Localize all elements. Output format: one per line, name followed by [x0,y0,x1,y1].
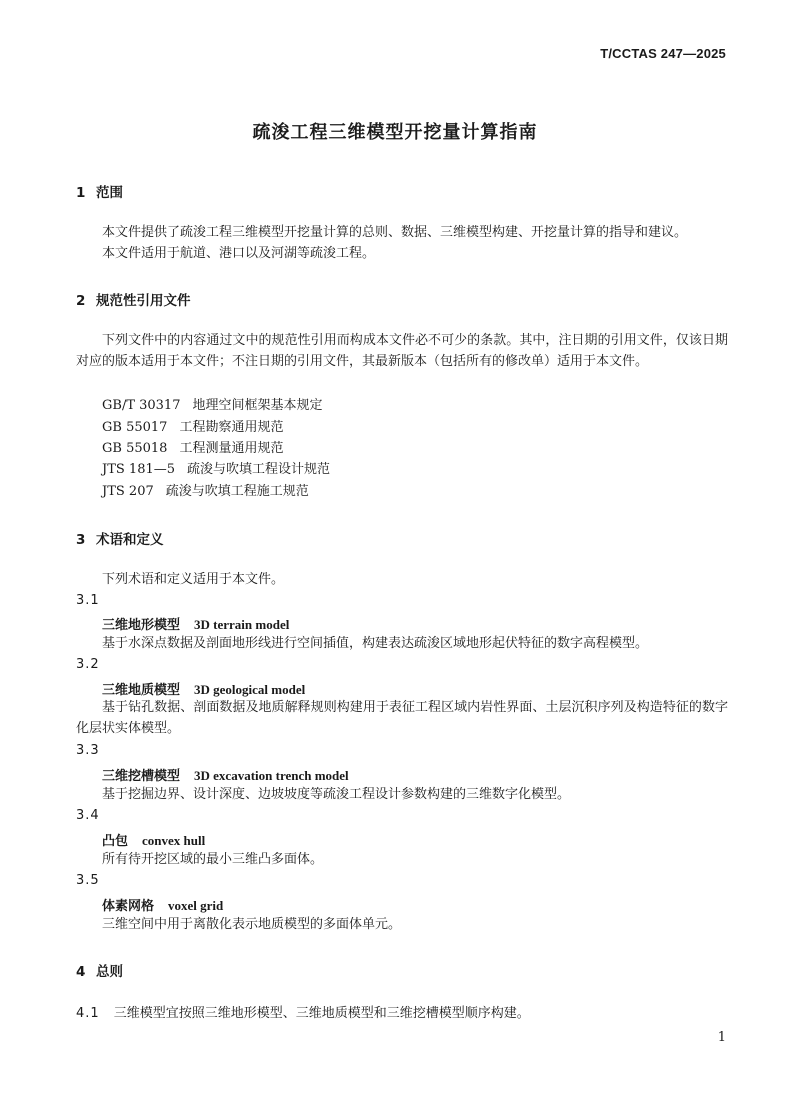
section-title: 规范性引用文件 [96,293,191,309]
page-number: 1 [717,1030,726,1045]
reference-item [102,460,330,480]
term-en: 3D terrain model [194,617,290,632]
section-number: 1 [76,185,86,201]
section-number: 2 [76,293,86,309]
term-zh: 体素网格 [102,899,155,914]
reference-code: JTS 207 [102,484,154,499]
section-number: 4 [76,964,86,980]
term-zh: 凸包 [102,834,129,849]
clause-4-1 [76,1002,530,1021]
reference-name: 地理空间框架基本规定 [192,398,323,413]
term-entry [102,614,289,633]
clause-number: 3.2 [76,657,100,672]
term-en: voxel grid [168,898,224,913]
term-zh: 三维地质模型 [102,683,181,698]
reference-code: JTS 181—5 [102,462,176,477]
term-en: convex hull [142,833,206,848]
term-entry [102,679,305,698]
reference-item [102,418,283,438]
term-entry [102,830,205,849]
paragraph: 下列文件中的内容通过文中的规范性引用而构成本文件必不可少的条款。其中，注日期的引用文件，仅该日期对应的版本适用于本文件；不注日期的引用文件，其最新版本（包括所有的修改单）适用于本文件。 [76,333,728,369]
term-entry [102,895,223,914]
section-heading-3 [76,528,164,548]
term-en: 3D excavation trench model [194,768,349,783]
term-zh: 三维挖槽模型 [102,769,181,784]
reference-name: 疏浚与吹填工程施工规范 [165,484,309,499]
clause-number: 3.1 [76,593,100,608]
term-definition: 所有待开挖区域的最小三维凸多面体。 [102,852,324,867]
term-definition: 基于水深点数据及剖面地形线进行空间插值，构建表达疏浚区域地形起伏特征的数字高程模型。 [102,636,649,651]
reference-code: GB 55017 [102,420,168,435]
term-zh: 三维地形模型 [102,618,181,633]
clause-number: 3.4 [76,808,100,823]
term-definition: 基于挖掘边界、设计深度、边坡坡度等疏浚工程设计参数构建的三维数字化模型。 [102,787,571,802]
term-entry [102,765,349,784]
section-title: 总则 [96,964,123,980]
reference-item [102,439,283,459]
clause-number: 3.5 [76,873,100,888]
reference-item [102,396,323,416]
section-heading-2 [76,289,191,309]
section-number: 3 [76,532,86,548]
section-heading-1 [76,181,123,201]
document-number: T/CCTAS 247—2025 [600,46,726,61]
paragraph: 本文件提供了疏浚工程三维模型开挖量计算的总则、数据、三维模型构建、开挖量计算的指导和建议。 [102,225,688,240]
clause-number: 3.3 [76,743,100,758]
section-title: 范围 [96,185,123,201]
paragraph: 本文件适用于航道、港口以及河湖等疏浚工程。 [102,246,376,261]
reference-name: 疏浚与吹填工程设计规范 [187,462,331,477]
reference-code: GB/T 30317 [102,398,181,413]
reference-item [102,482,309,502]
paragraph: 下列术语和定义适用于本文件。 [102,572,285,587]
term-en: 3D geological model [194,682,306,697]
term-definition: 三维空间中用于离散化表示地质模型的多面体单元。 [102,917,402,932]
clause-text: 三维模型宜按照三维地形模型、三维地质模型和三维挖槽模型顺序构建。 [113,1006,530,1021]
document-title: 疏浚工程三维模型开挖量计算指南 [252,122,538,143]
reference-name: 工程勘察通用规范 [179,420,284,435]
section-title: 术语和定义 [96,532,164,548]
reference-name: 工程测量通用规范 [179,441,284,456]
term-definition: 基于钻孔数据、剖面数据及地质解释规则构建用于表征工程区域内岩性界面、土层沉积序列及构造特征的数字化层状实体模型。 [76,700,728,736]
section-heading-4 [76,960,123,980]
reference-code: GB 55018 [102,441,168,456]
clause-number: 4.1 [76,1006,100,1021]
